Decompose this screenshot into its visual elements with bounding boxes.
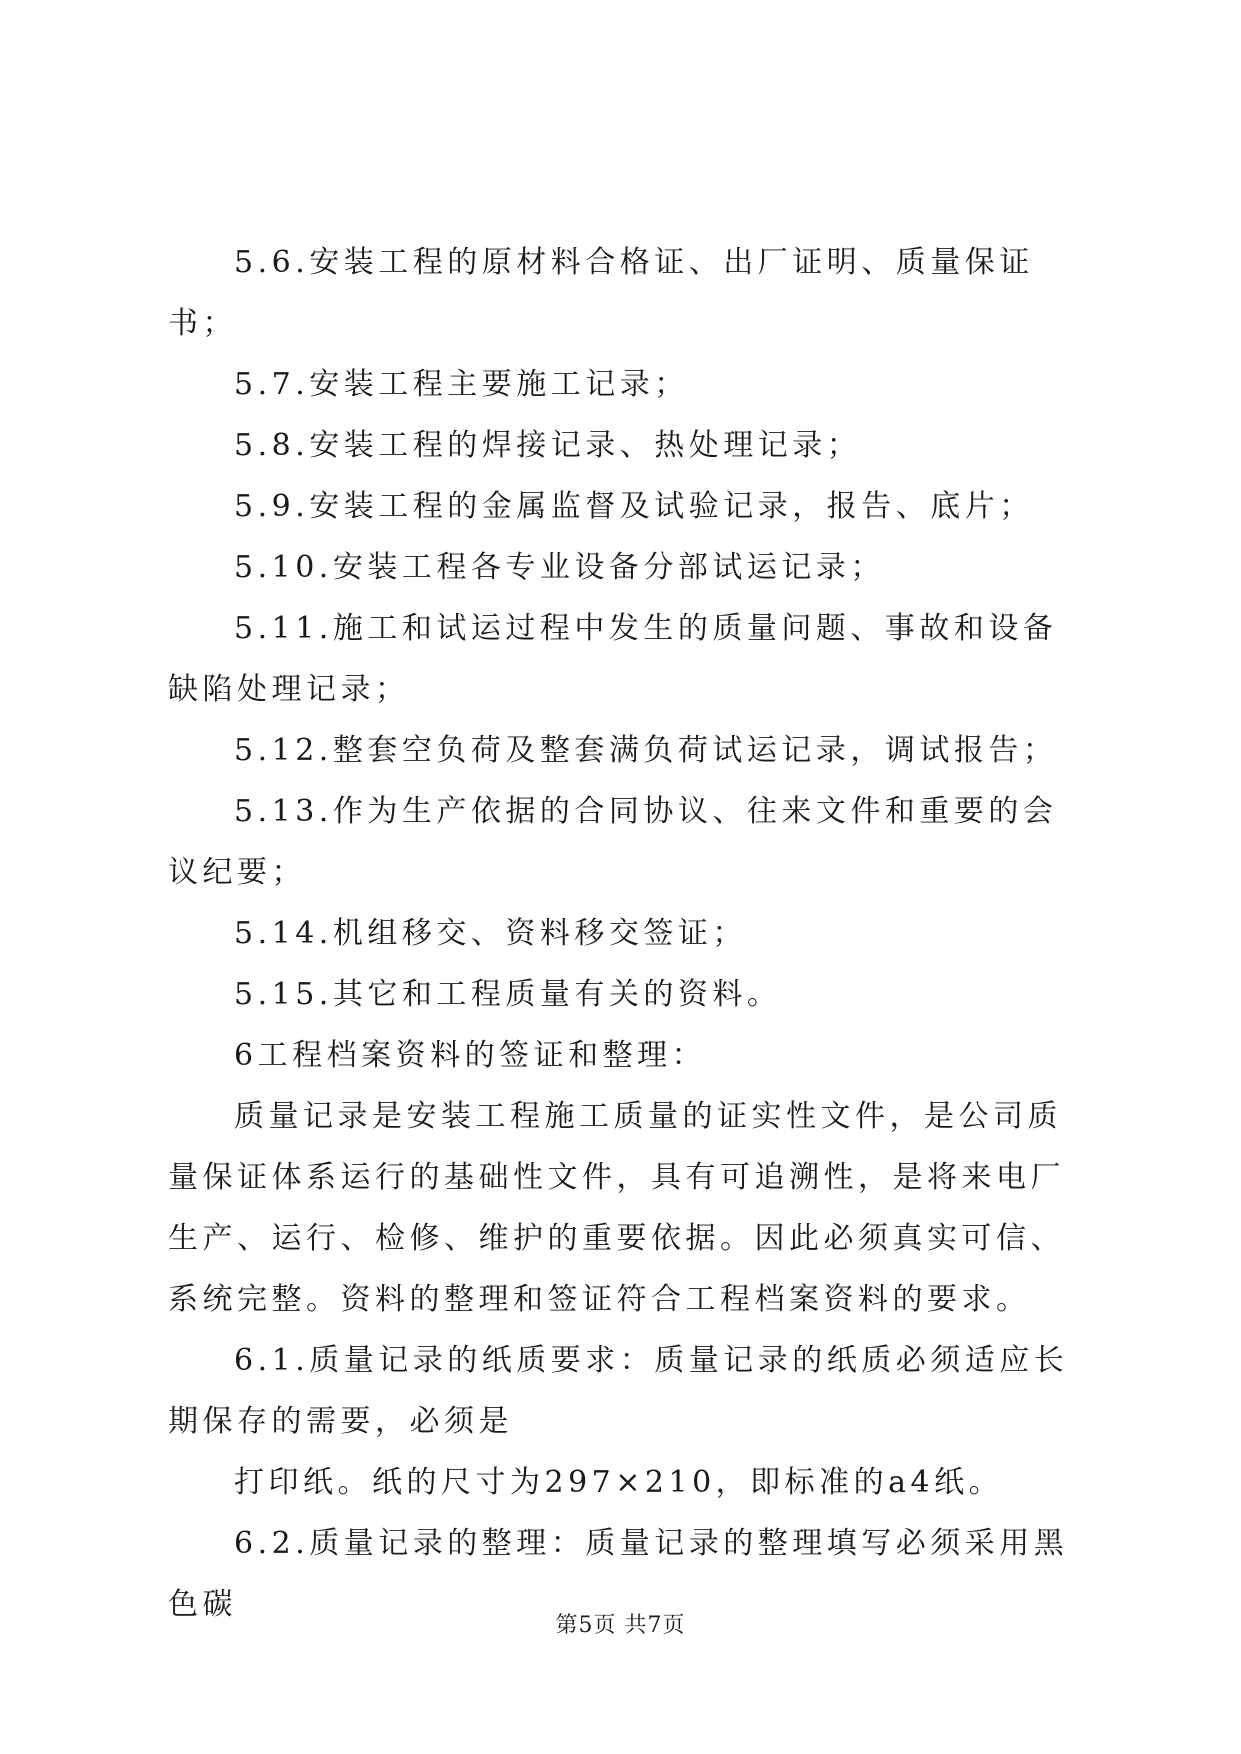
paragraph-5-10: 5.10.安装工程各专业设备分部试运记录；: [234, 550, 885, 585]
paragraph-quality-records: 质量记录是安装工程施工质量的证实性文件，是公司质量保证体系运行的基础性文件，具有可追溯性，是将来电厂生产、运行、检修、维护的重要依据。因此必须真实可信、系统完整。资料的整理和签证符合工程档案资料的要求。: [168, 1099, 1065, 1317]
paragraph-5-7: 5.7.安装工程主要施工记录；: [234, 367, 689, 402]
document-body: [168, 232, 1078, 1635]
paragraph-5-14: 5.14.机组移交、资料移交签证；: [234, 916, 747, 951]
paragraph-paper-size: 打印纸。纸的尺寸为297×210，即标准的a4纸。: [234, 1465, 1004, 1500]
paragraph-6-1: 6.1.质量记录的纸质要求：质量记录的纸质必须适应长期保存的需要，必须是: [168, 1343, 1069, 1439]
paragraph-5-8: 5.8.安装工程的焊接记录、热处理记录；: [234, 428, 862, 463]
page-footer: 第5页 共7页: [555, 1613, 686, 1638]
paragraph-5-13: 5.13.作为生产依据的合同协议、往来文件和重要的会议纪要；: [168, 794, 1058, 890]
paragraph-5-15: 5.15.其它和工程质量有关的资料。: [234, 977, 782, 1012]
paragraph-6-2: 6.2.质量记录的整理：质量记录的整理填写必须采用黑色碳: [168, 1526, 1069, 1622]
paragraph-5-6: 5.6.安装工程的原材料合格证、出厂证明、质量保证书；: [168, 245, 1034, 341]
paragraph-5-11: 5.11.施工和试运过程中发生的质量问题、事故和设备缺陷处理记录；: [168, 611, 1058, 707]
paragraph-5-9: 5.9.安装工程的金属监督及试验记录，报告、底片；: [234, 489, 1034, 524]
section-heading-6: 6工程档案资料的签证和整理：: [234, 1038, 707, 1073]
paragraph-5-12: 5.12.整套空负荷及整套满负荷试运记录，调试报告；: [234, 733, 1058, 768]
